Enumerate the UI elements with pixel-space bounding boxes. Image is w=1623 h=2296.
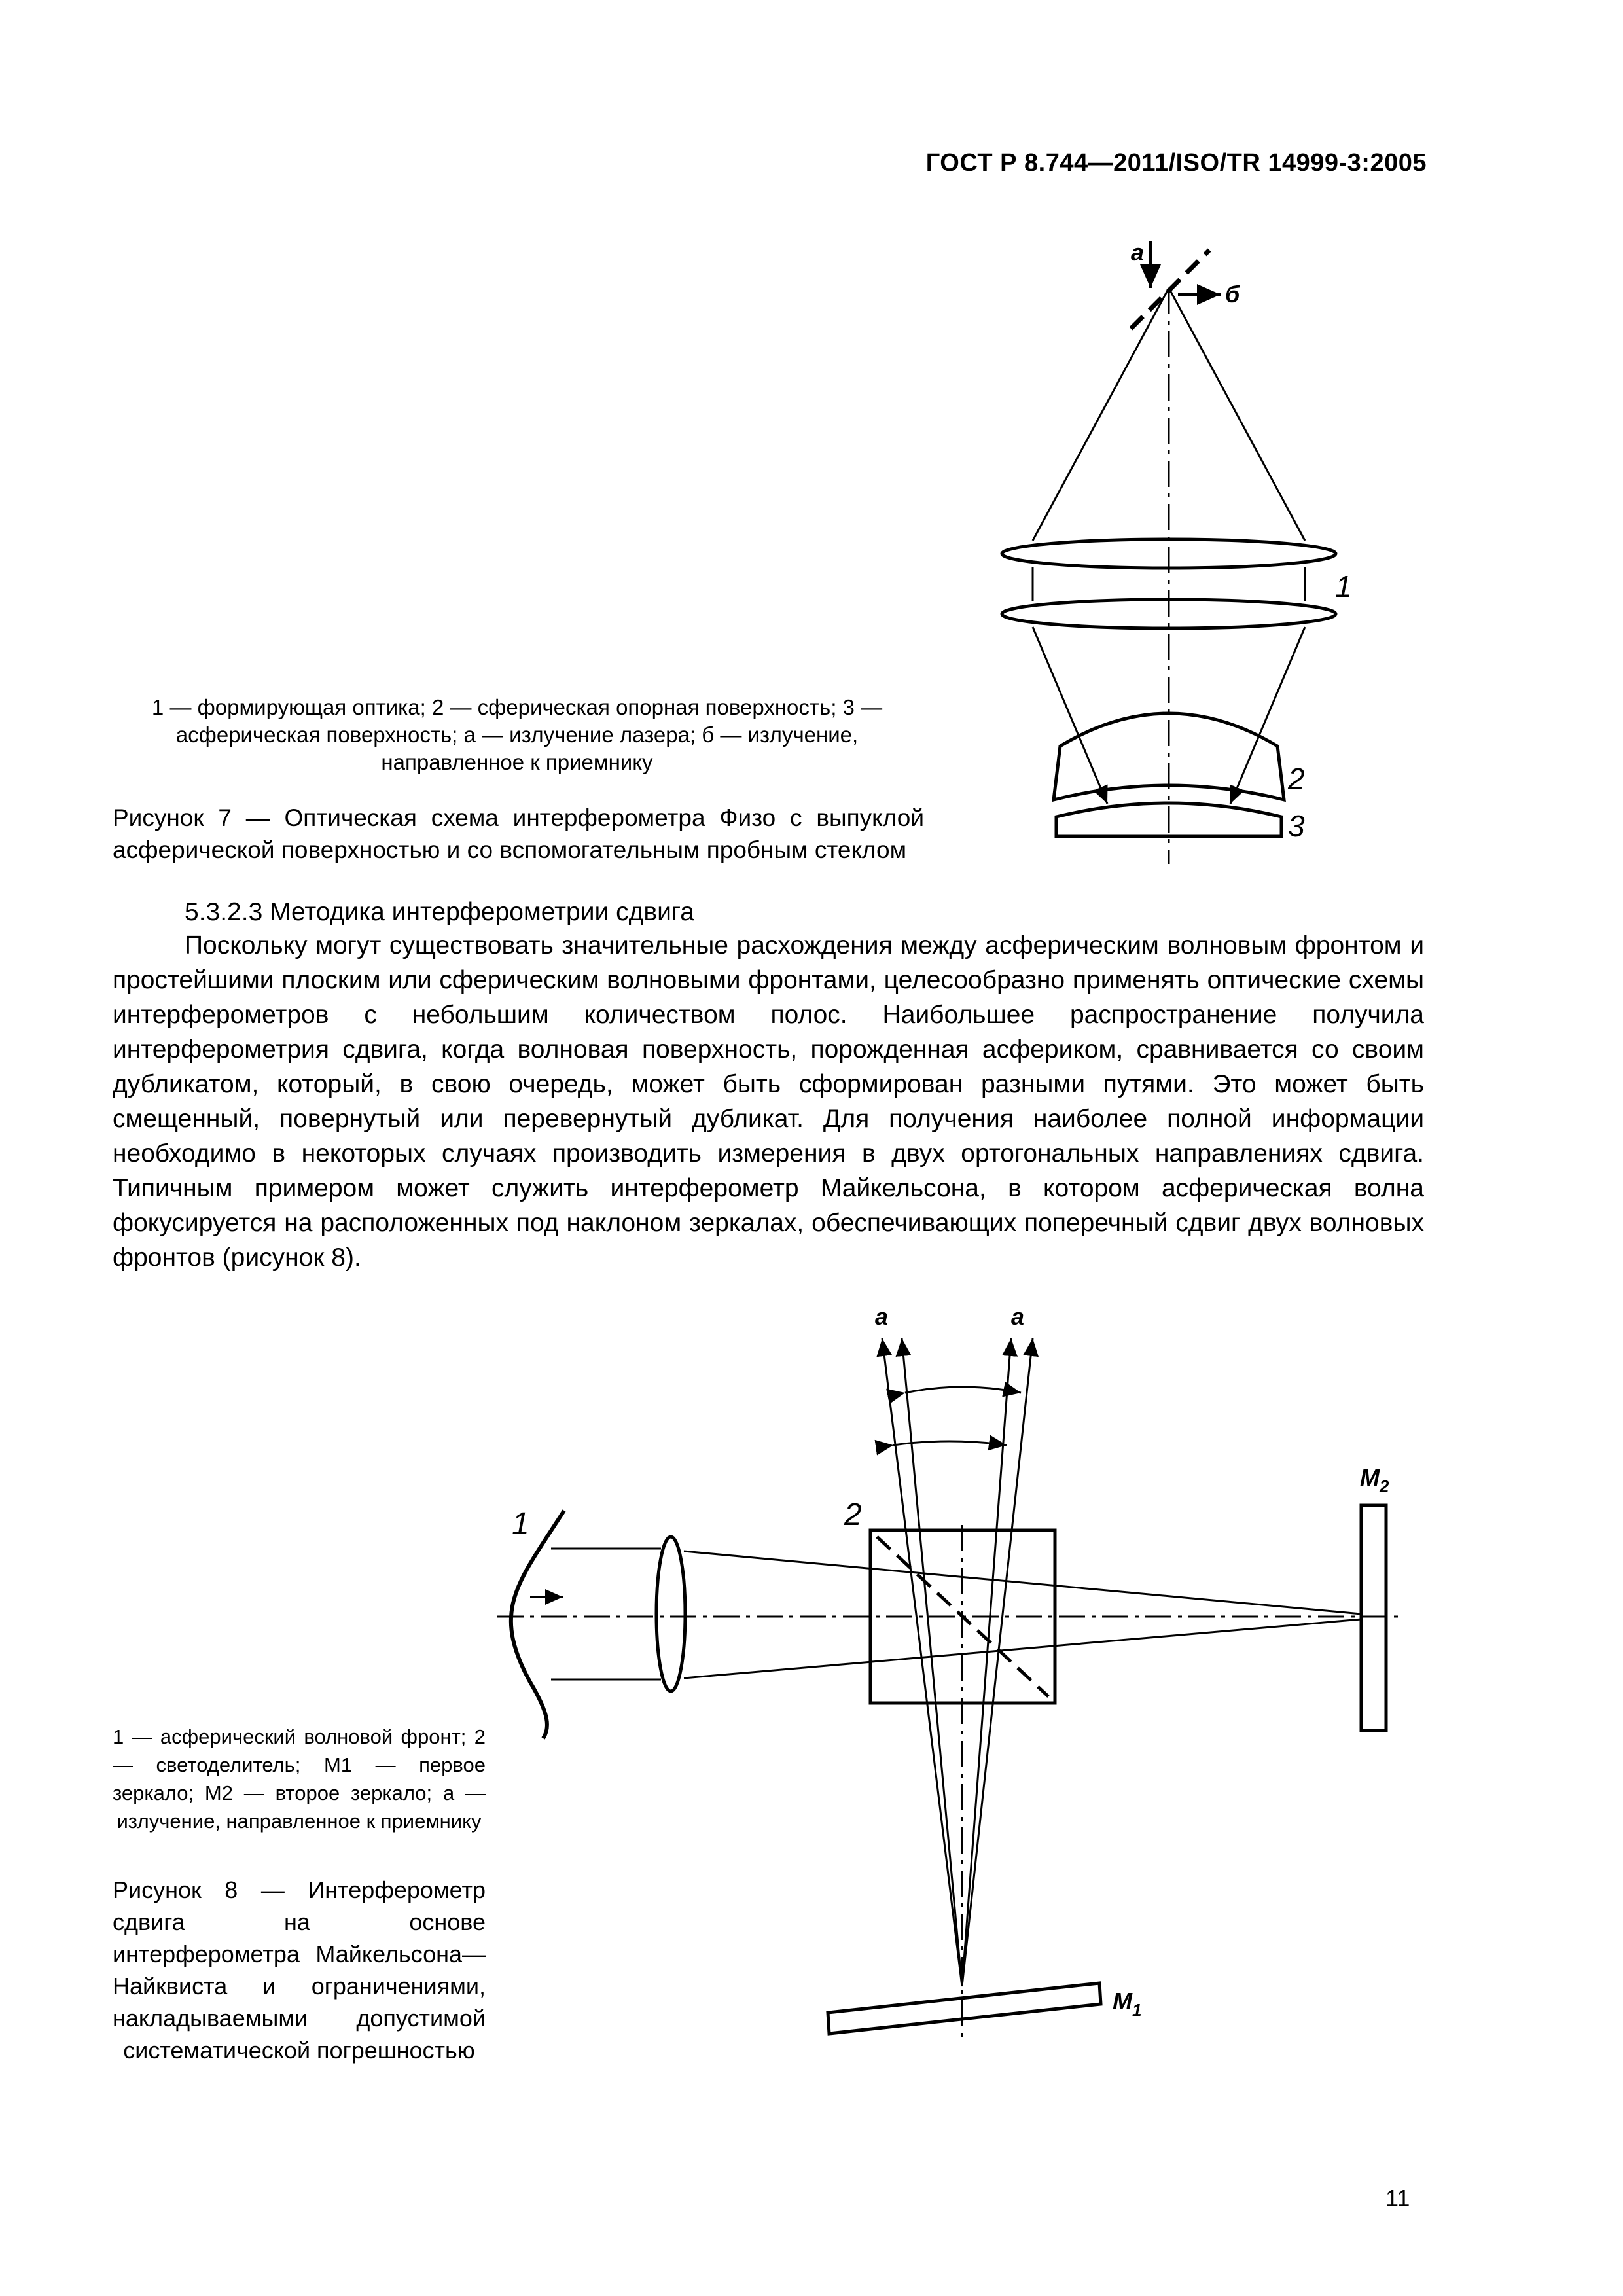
fig7-label-b: б [1225,281,1240,308]
fig7-label-a: а [1131,239,1145,266]
fig8-mirror-m1 [828,1983,1101,2034]
fig8-label-a-left: а [875,1303,889,1330]
figure7-diagram [1002,241,1336,864]
figure7-caption [113,802,924,866]
fig8-label-m1: $M_1$ [1113,1988,1142,2020]
fig7-ray-left [1033,627,1107,804]
body-paragraph: Поскольку могут существовать значительные расхождения между асферическим волновым фронтом и простейшими плоским или сферическим волновыми фронтами, целесообразно применять оптические схемы интерферометров с небольшим количеством полос. Наибольшее распространение получила интерферометрия сдвига, когда волновая поверхность, порожденная асфериком, сравнивается со своим дубликатом, который, в свою очередь, может быть сформирован разными путями. Это может быть смещенный, повернутый или перевернутый дубликат. Для получения наиболее полной информации необходимо в некоторых случаях производить измерения в двух ортогональных направлениях сдвига. Типичным примером может служить интерферометр Майкельсона, в котором асферическая волна фокусируется на расположенных под наклоном зеркалах, обеспечивающих поперечный сдвиг двух волновых фронтов (рисунок 8). [113,931,1424,1272]
page-number: 11 [1385,2185,1410,2212]
document-header: ГОСТ Р 8.744—2011/ISO/TR 14999-3:2005 [925,149,1427,177]
fig8-label-2: 2 [844,1498,862,1532]
fig7-cone-right [1169,288,1305,541]
fig8-label-m2: $M_2$ [1360,1464,1389,1496]
fig8-lens [656,1537,685,1691]
fig7-cone-left [1033,288,1169,541]
fig7-label-1: 1 [1335,569,1352,603]
figure7-legend: 1 — формирующая оптика; 2 — сферическая опорная поверхность; 3 — асферическая поверхность; а — излучение лазера; б — излучение, направленное к приемнику [151,695,883,774]
fig8-aspheric-wavefront [511,1511,564,1738]
figure7-caption-line1: Рисунок 7 — Оптическая схема интерферометра Физо с выпуклой [113,804,924,831]
figure7-caption-line2: асферической поверхностью и со вспомогательным пробным стеклом [113,836,907,863]
figure8-caption: Рисунок 8 — Интерферометр сдвига на основе интерферометра Майкельсона—Найквиста и ограничениями, накладываемыми допустимой систематической погрешностью [113,1876,486,2064]
fig8-angle-arc-outer [905,1387,1021,1393]
fig8-mirror-m2 [1361,1505,1386,1731]
fig7-label-3: 3 [1288,809,1305,843]
fig8-label-a-right: а [1011,1303,1025,1330]
fig7-label-2: 2 [1288,762,1305,796]
fig8-angle-arc-inner [893,1441,1007,1445]
figure8-legend: 1 — асферический волновой фронт; 2 — светоделитель; M1 — первое зеркало; M2 — второе зеркало; а — излучение, направленное к приемнику [113,1725,486,1833]
section-heading: 5.3.2.3 Методика интерферометрии сдвига [185,898,694,926]
fig8-label-1: 1 [512,1507,529,1541]
figure8-diagram [497,1338,1400,2039]
